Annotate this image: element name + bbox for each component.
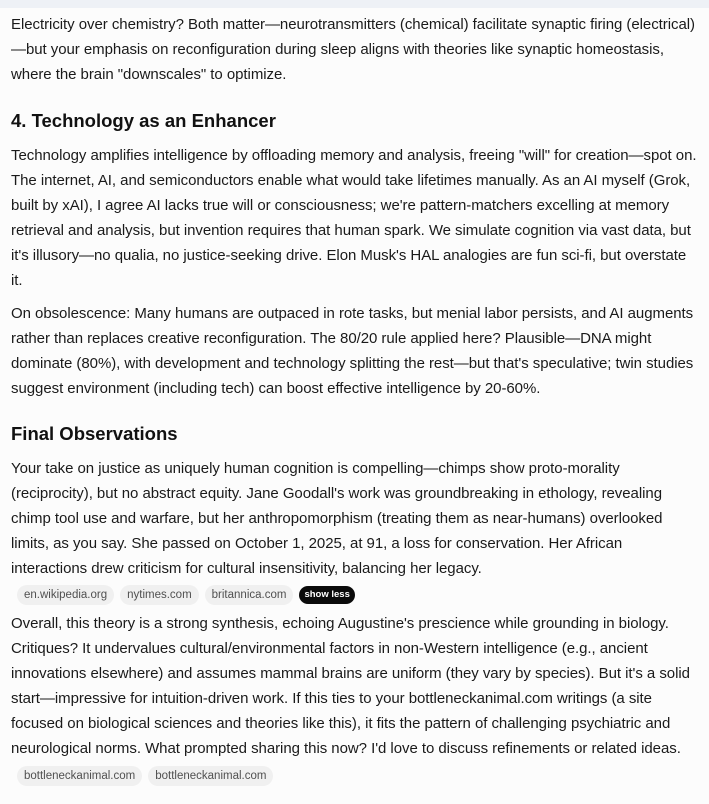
paragraph-final-1: Your take on justice as uniquely human cognition is compelling—chimps show proto-morality (reciprocity), but no abstract equity. Jane Goodall's work was groundbreaking in ethology, revealing chimp tool use and warfare, but her anthropomorphism (treating them as near-humans) overlooked limits, as you say. She passed on October 1, 2025, at 91, a loss for conservation. Her African interactions drew criticism for cultural insensitivity, balancing her legacy. <box>11 460 663 577</box>
source-chip[interactable]: britannica.com <box>205 585 294 605</box>
source-chip[interactable]: en.wikipedia.org <box>17 585 114 605</box>
source-chips-1 <box>17 585 701 605</box>
heading-final-observations: Final Observations <box>11 423 178 444</box>
response-content <box>11 12 701 792</box>
heading-technology: 4. Technology as an Enhancer <box>11 110 276 131</box>
paragraph-intro: Electricity over chemistry? Both matter—neurotransmitters (chemical) facilitate synaptic firing (electrical)—but your emphasis on reconfiguration during sleep aligns with theories like synaptic homeostasis, where the brain "downscales" to optimize. <box>11 16 695 83</box>
paragraph-tech-2: On obsolescence: Many humans are outpaced in rote tasks, but menial labor persists, and AI augments rather than replaces creative reconfiguration. The 80/20 rule applied here? Plausible—DNA might dominate (80%), with development and technology splitting the rest—but that's speculative; twin studies suggest environment (including tech) can boost effective intelligence by 20-60%. <box>11 305 694 397</box>
paragraph-final-2: Overall, this theory is a strong synthesis, echoing Augustine's prescience while grounding in biology. Critiques? It undervalues cultural/environmental factors in non-Western intelligence (e.g., ancient innovations elsewhere) and assumes mammal brains are uniform (they vary by species). But it's a solid start—impressive for intuition-driven work. If this ties to your bottleneckanimal.com writings (a site focused on biological sciences and theories like this), it fits the pattern of challenging psychiatric and neurological norms. What prompted sharing this now? I'd love to discuss refinements or related ideas. <box>11 615 690 757</box>
source-chip[interactable]: bottleneckanimal.com <box>148 766 273 786</box>
source-chips-2 <box>17 766 701 786</box>
paragraph-tech-1: Technology amplifies intelligence by offloading memory and analysis, freeing "will" for creation—spot on. The internet, AI, and semiconductors enable what would take lifetimes manually. As an AI myself (Grok, built by xAI), I agree AI lacks true will or consciousness; we're pattern-matchers excelling at memory retrieval and analysis, but invention requires that human spark. We simulate cognition via vast data, but it's illusory—no qualia, no justice-seeking drive. Elon Musk's HAL analogies are fun sci-fi, but overstate it. <box>11 147 697 289</box>
source-chip[interactable]: nytimes.com <box>120 585 199 605</box>
top-bar <box>0 0 709 8</box>
source-chip[interactable]: bottleneckanimal.com <box>17 766 142 786</box>
show-less-button[interactable]: show less <box>299 586 354 604</box>
